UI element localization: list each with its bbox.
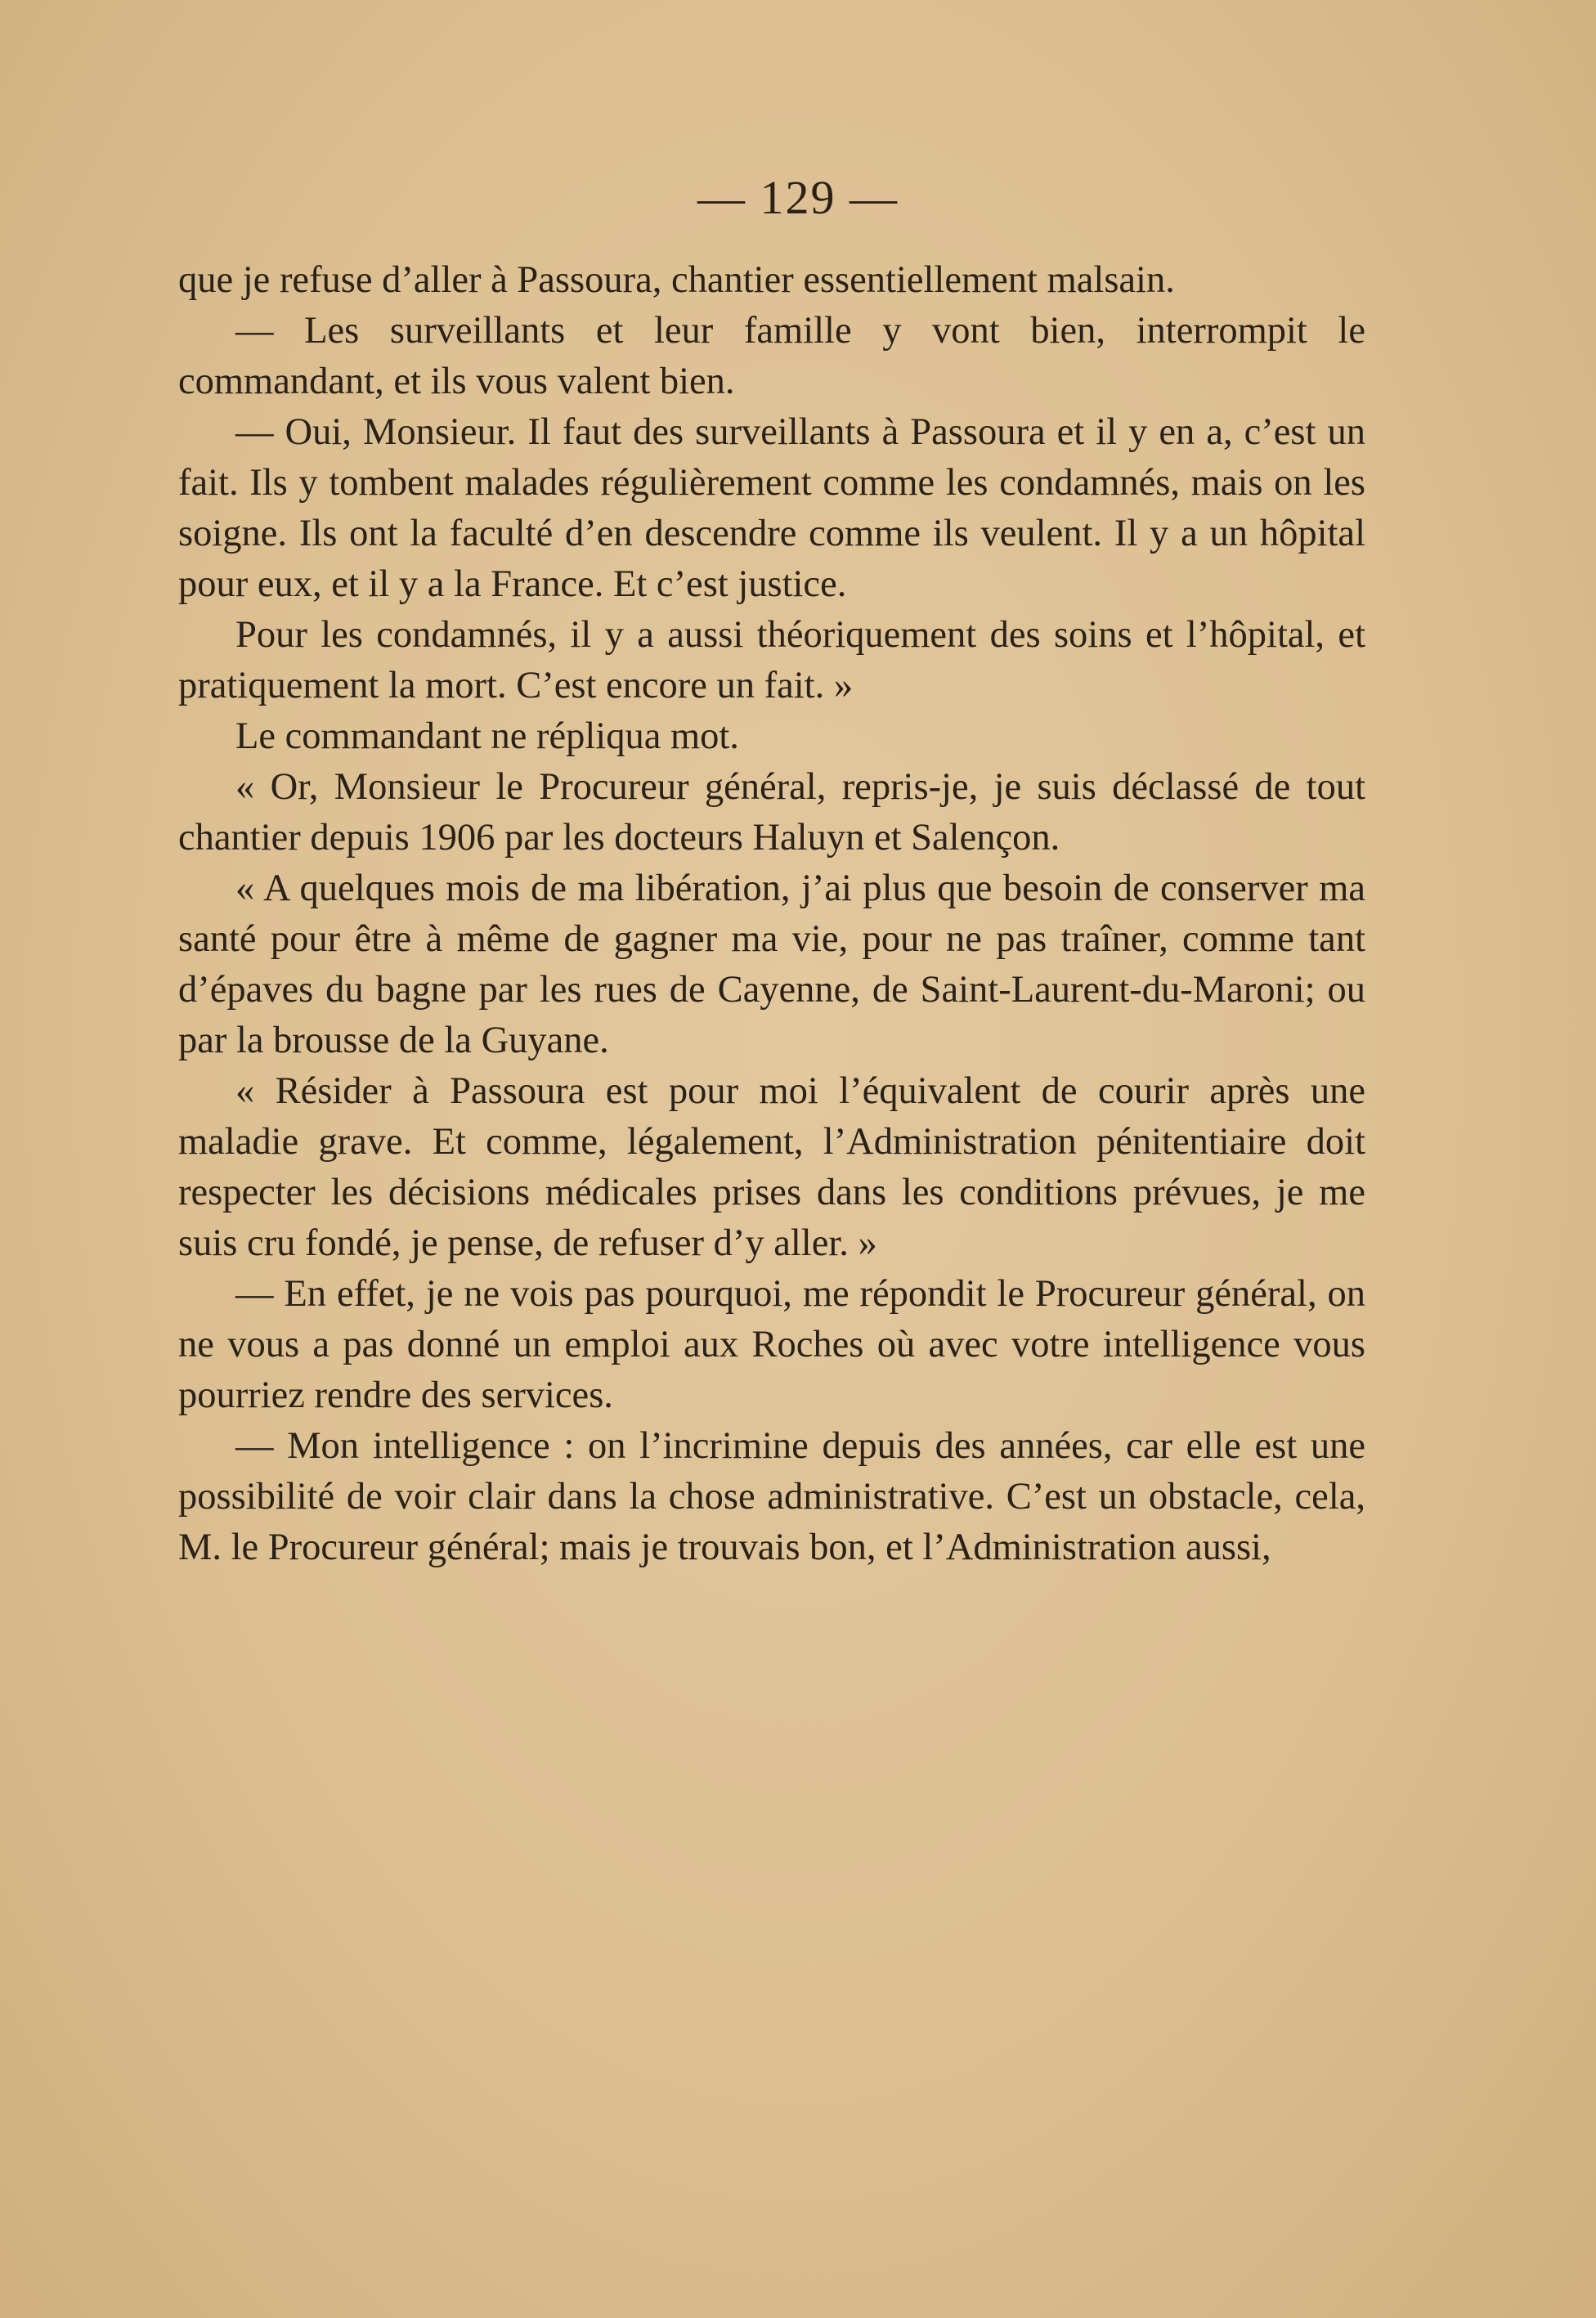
- paragraph-8: « Résider à Passoura est pour moi l’équivalent de courir après une maladie grave. Et comme, légalement, l’Administration pénitentiaire doit respecter les décisions médicales prises dans les conditions prévues, je me suis cru fondé, je pense, de refuser d’y aller. »: [178, 1070, 1365, 1264]
- paragraph-9: — En effet, je ne vois pas pourquoi, me répondit le Procureur général, on ne vous a pas donné un emploi aux Roches où avec votre intelligence vous pourriez rendre des services.: [178, 1273, 1365, 1416]
- paragraph-6: « Or, Monsieur le Procureur général, repris-je, je suis déclassé de tout chantier depuis 1906 par les docteurs Haluyn et Salençon.: [178, 766, 1365, 859]
- paragraph-3: — Oui, Monsieur. Il faut des surveillants à Passoura et il y en a, c’est un fait. Ils y tombent malades régulièrement comme les condamnés, mais on les soigne. Ils ont la faculté d’en descendre comme ils veulent. Il y a un hôpital pour eux, et il y a la France. Et c’est justice.: [178, 411, 1365, 605]
- paragraph-10: — Mon intelligence : on l’incrimine depuis des années, car elle est une possibilité de voir clair dans la chose administrative. C’est un obstacle, cela, M. le Procureur général; mais je trouvais bon, et l’Administration aussi,: [178, 1425, 1365, 1568]
- paragraph-4: Pour les condamnés, il y a aussi théoriquement des soins et l’hôpital, et pratiquement la mort. C’est encore un fait. »: [178, 614, 1365, 706]
- paragraph-7: « A quelques mois de ma libération, j’ai plus que besoin de conserver ma santé pour être à même de gagner ma vie, pour ne pas traîner, comme tant d’épaves du bagne par les rues de Cayenne, de Saint-Laurent-du-Maroni; ou par la brousse de la Guyane.: [178, 868, 1365, 1061]
- page-number: — 129 —: [697, 171, 899, 224]
- paragraph-1: que je refuse d’aller à Passoura, chantier essentiellement malsain.: [178, 259, 1175, 301]
- body-text: [178, 255, 1365, 1573]
- paragraph-2: — Les surveillants et leur famille y vont bien, interrompit le commandant, et ils vous valent bien.: [178, 310, 1365, 402]
- paragraph-5: Le commandant ne répliqua mot.: [235, 715, 739, 757]
